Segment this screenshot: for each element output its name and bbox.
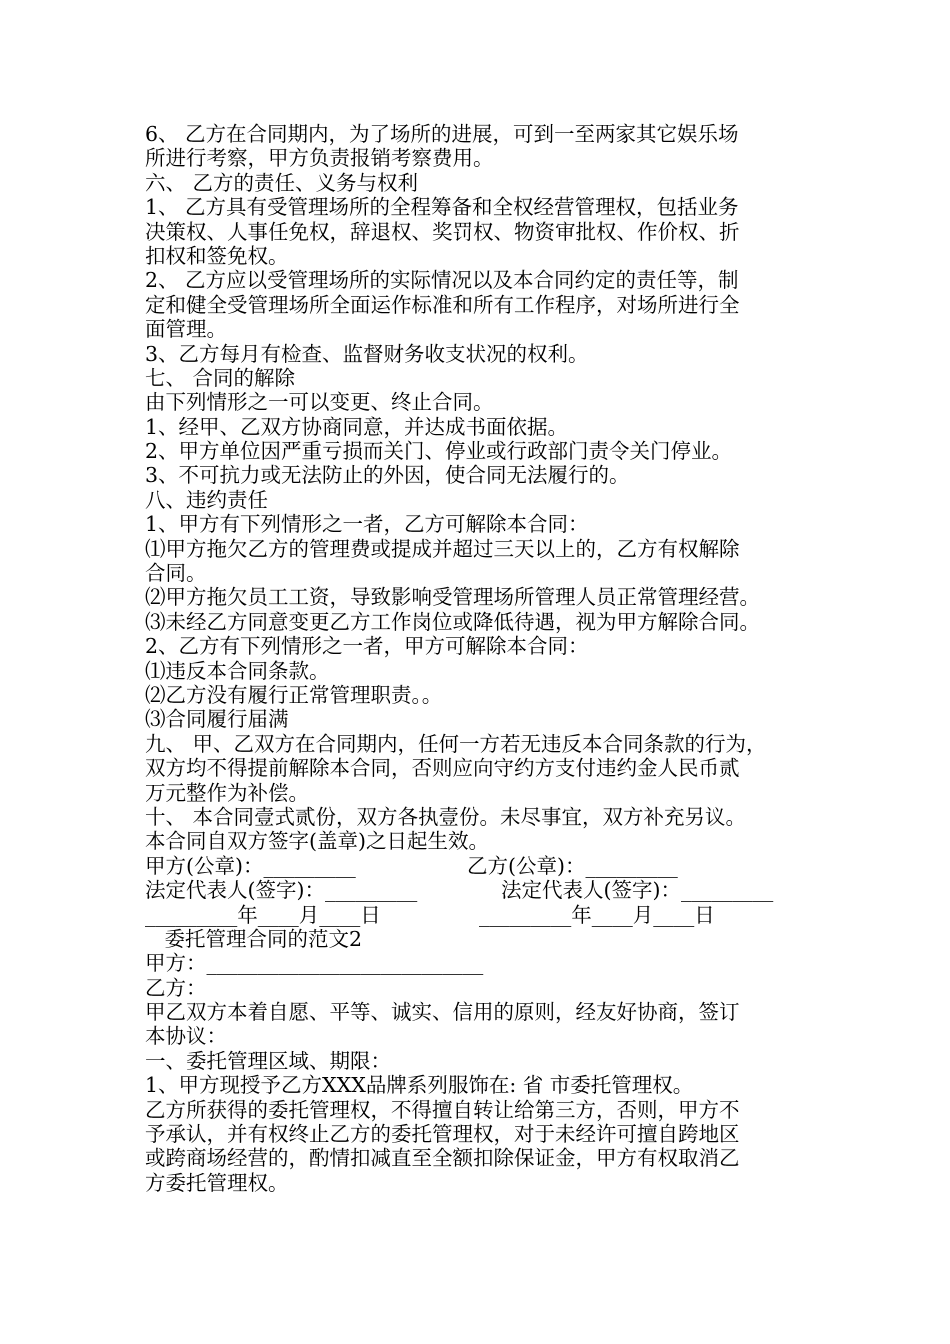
text-line: 1、 乙方具有受管理场所的全程筹备和全权经营管理权，包括业务 <box>145 195 739 220</box>
text-line: 予承认，并有权终止乙方的委托管理权，对于未经许可擅自跨地区 <box>145 1122 740 1147</box>
text-line: ⑵乙方没有履行正常管理职责。。 <box>145 682 443 707</box>
party-b-date-field: _________年____月____日 <box>479 902 715 927</box>
section-heading: 七、 合同的解除 <box>145 365 296 390</box>
signature-row-representative <box>145 878 825 902</box>
party-a-seal-field: 甲方(公章)：_________ <box>145 853 356 878</box>
party-a-field: 甲方：___________________________ <box>145 951 484 976</box>
text-line: 决策权、人事任免权，辞退权、奖罚权、物资审批权、作价权、折 <box>145 219 740 244</box>
section-heading: 九、 甲、乙双方在合同期内，任何一方若无违反本合同条款的行为， <box>145 731 767 756</box>
text-line: 1、经甲、乙双方协商同意，并达成书面依据。 <box>145 414 569 439</box>
text-line: 1、甲方现授予乙方XXX品牌系列服饰在: 省 市委托管理权。 <box>145 1073 694 1098</box>
section-heading: 六、 乙方的责任、义务与权利 <box>145 170 419 195</box>
section-heading: 八、违约责任 <box>145 487 268 512</box>
party-b-field: 乙方： <box>145 975 207 1000</box>
text-line: 2、乙方有下列情形之一者，甲方可解除本合同： <box>145 634 589 659</box>
text-line: 合同。 <box>145 561 207 586</box>
text-line: 甲乙双方本着自愿、平等、诚实、信用的原则，经友好协商，签订 <box>145 1000 740 1025</box>
text-line: 所进行考察，甲方负责报销考察费用。 <box>145 146 494 171</box>
text-line: 乙方所获得的委托管理权，不得擅自转让给第三方，否则，甲方不 <box>145 1097 740 1122</box>
text-line: 3、不可抗力或无法防止的外因，使合同无法履行的。 <box>145 463 630 488</box>
text-line: 定和健全受管理场所全面运作标准和所有工作程序，对场所进行全 <box>145 292 740 317</box>
party-b-seal-field: 乙方(公章)：_________ <box>467 853 678 878</box>
text-line: 或跨商场经营的，酌情扣减直至全额扣除保证金，甲方有权取消乙 <box>145 1146 740 1171</box>
text-line: ⑴甲方拖欠乙方的管理费或提成并超过三天以上的，乙方有权解除 <box>145 536 740 561</box>
party-a-date-field: _________年____月____日 <box>145 902 381 927</box>
text-line: 扣权和签免权。 <box>145 243 289 268</box>
text-line: 1、甲方有下列情形之一者，乙方可解除本合同： <box>145 512 589 537</box>
section-heading: 十、 本合同壹式贰份，双方各执壹份。未尽事宜，双方补充另议。 <box>145 804 747 829</box>
text-line: ⑵甲方拖欠员工工资，导致影响受管理场所管理人员正常管理经营。 <box>145 585 760 610</box>
text-line: 方委托管理权。 <box>145 1170 289 1195</box>
text-line: 本合同自双方签字(盖章)之日起生效。 <box>145 829 489 854</box>
text-line: 万元整作为补偿。 <box>145 780 309 805</box>
section-heading: 一、委托管理区域、期限： <box>145 1048 391 1073</box>
signature-row-seal <box>145 854 825 878</box>
text-line: 面管理。 <box>145 317 227 342</box>
text-line: 双方均不得提前解除本合同，否则应向守约方支付违约金人民币贰 <box>145 756 740 781</box>
text-line: ⑶合同履行届满 <box>145 707 289 732</box>
text-line: 6、 乙方在合同期内，为了场所的进展，可到一至两家其它娱乐场 <box>145 122 739 146</box>
party-a-representative-field: 法定代表人(签字)：_________ <box>145 878 418 903</box>
text-line: 本协议： <box>145 1024 227 1049</box>
text-line: ⑴违反本合同条款。 <box>145 658 330 683</box>
text-line: 由下列情形之一可以变更、终止合同。 <box>145 390 494 415</box>
signature-row-date <box>145 903 825 927</box>
text-line: 2、甲方单位因严重亏损而关门、停业或行政部门责令关门停业。 <box>145 439 733 464</box>
contract-document <box>145 122 825 1195</box>
text-line: ⑶未经乙方同意变更乙方工作岗位或降低待遇，视为甲方解除合同。 <box>145 609 760 634</box>
document-subtitle: 委托管理合同的范文2 <box>145 926 363 951</box>
text-line: 2、 乙方应以受管理场所的实际情况以及本合同约定的责任等，制 <box>145 268 739 293</box>
party-b-representative-field: 法定代表人(签字)：_________ <box>501 878 774 903</box>
text-line: 3、乙方每月有检查、监督财务收支状况的权利。 <box>145 341 589 366</box>
